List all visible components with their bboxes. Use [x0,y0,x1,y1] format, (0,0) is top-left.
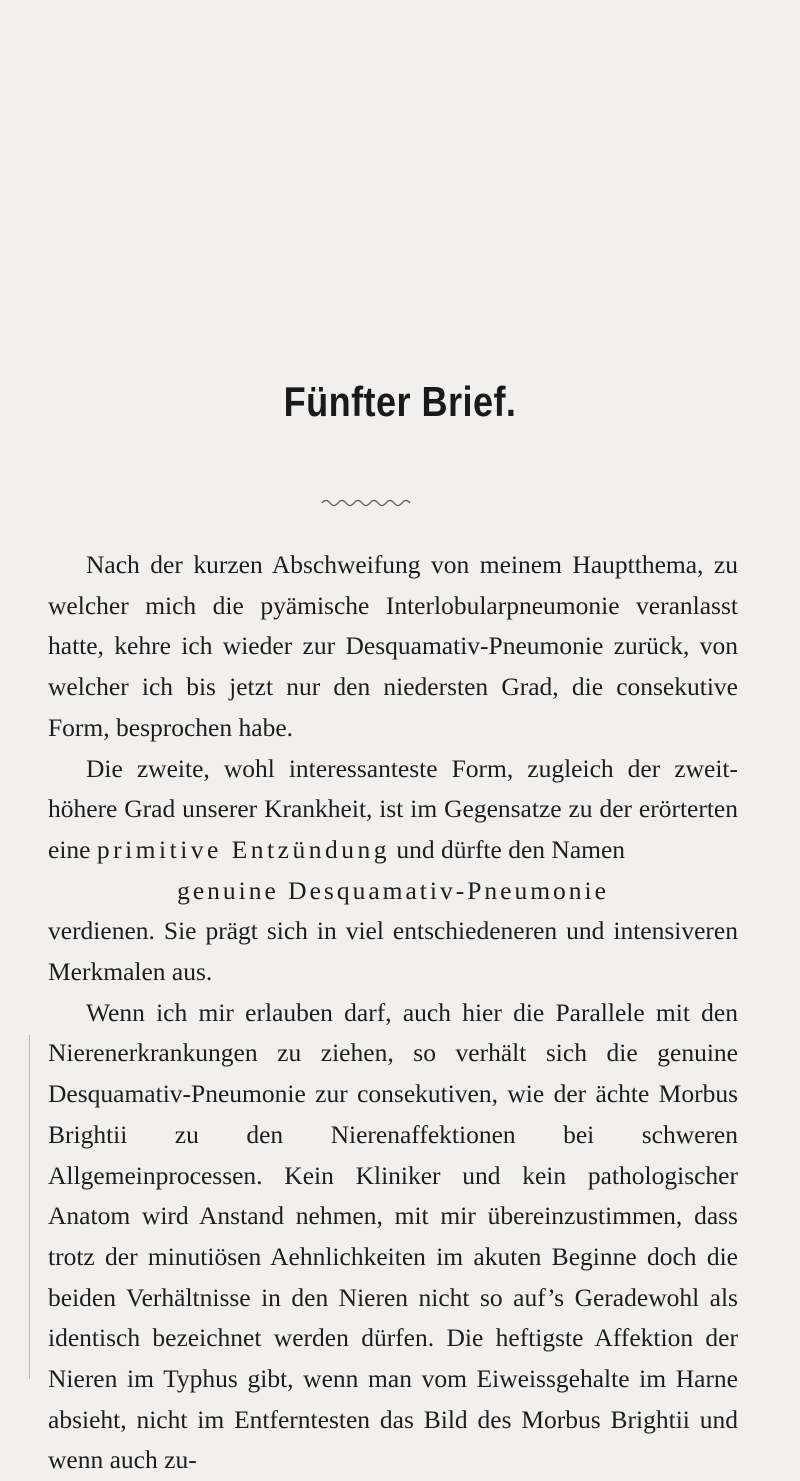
letter-body [48,545,738,1481]
emphasized-term: primitive Entzündung [96,834,390,864]
page-edge-line [29,1035,30,1379]
paragraph-1: Nach der kurzen Abschweifung von meinem Hauptthema, zu welcher mich die pyämische Interlobularpneumonie veranlasst hatte, kehre ich wieder zur Desquamativ-Pneumonie zurück, von welcher ich bis jetzt nur den niedersten Grad, die consekutive Form, besprochen habe. [48,550,738,742]
paragraph-2-text-after: und dürfte den Namen [396,834,626,864]
paragraph-2 [48,749,738,871]
paragraph-3: Wenn ich mir erlauben darf, auch hier die Parallele mit den Nierenerkrankungen zu ziehen, so verhält sich die genuine Desquamativ-Pneumonie zur consekutiven, wie der ächte Morbus Brightii zu den Nierenaffektionen bei schweren Allgemeinprocessen. Kein Kliniker und kein pathologischer Anatom wird Anstand nehmen, mit mir übereinzustimmen, dass trotz der minutiösen Aehnlichkeiten im akuten Beginne doch die beiden Verhältnisse in den Nieren nicht so auf’s Geradewohl als identisch bezeichnet werden dürfen. Die heftigste Affektion der Nieren im Typhus gibt, wenn man vom Eiweissgehalte im Harne absieht, nicht im Entferntesten das Bild des Morbus Brightii und wenn auch zu- [48,997,738,1475]
paragraph-2-continuation: verdienen. Sie prägt sich in viel entschiedeneren und intensiveren Merkmalen aus. [48,916,738,987]
title-ornament [320,497,416,507]
chapter-title: Fünfter Brief. [283,378,517,425]
paragraph-2-text: Die zweite, wohl interessanteste Form, zugleich der zweit-höhere Grad unserer Krankheit, ist im Gegensatze zu der erörterten eine [48,753,738,864]
centered-term: genuine Desquamativ-Pneumonie [177,875,609,905]
